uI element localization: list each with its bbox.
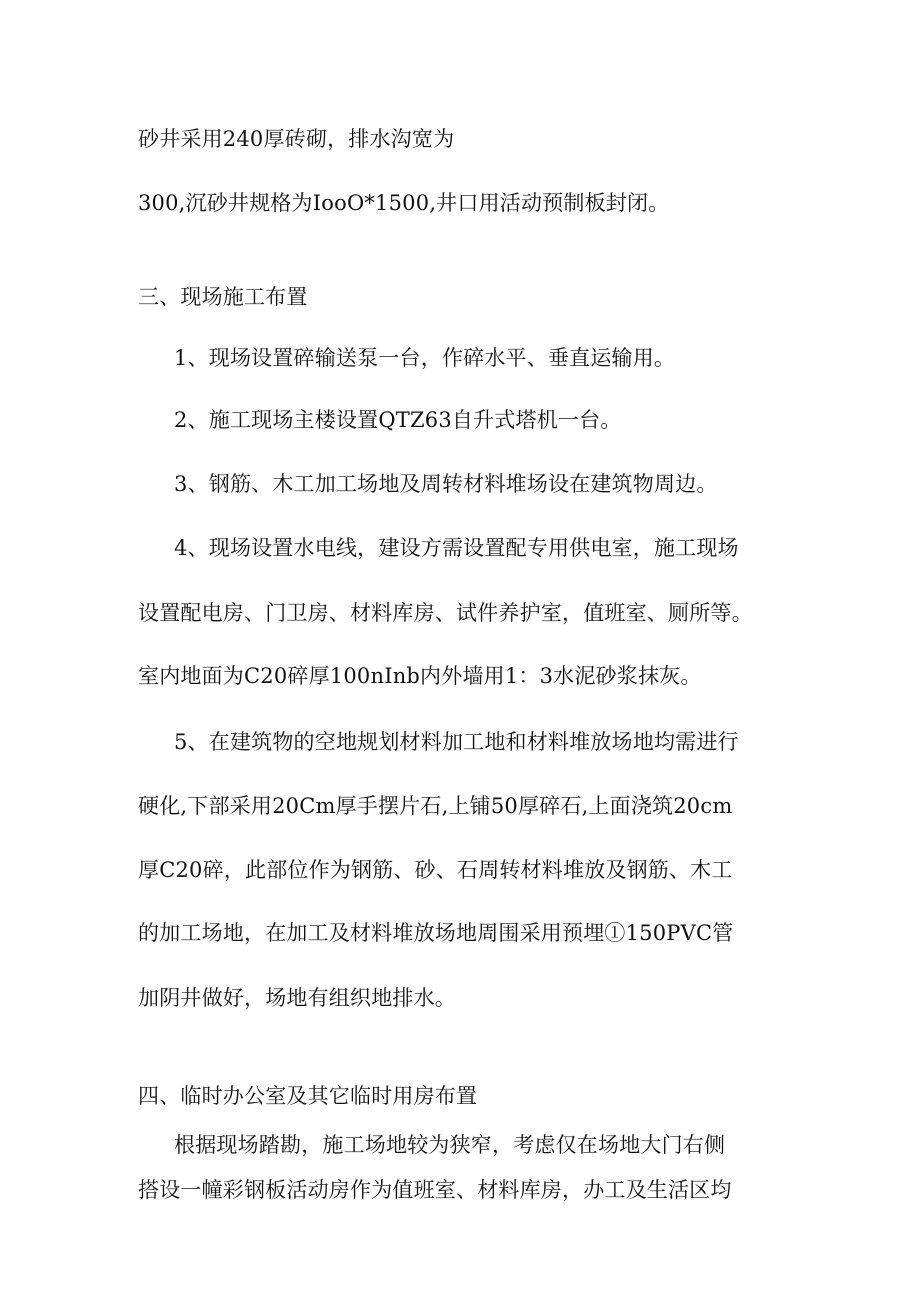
section-heading: 三、现场施工布置 (138, 285, 308, 309)
paragraph-line: 300,沉砂井规格为IooO*1500,井口用活动预制板封闭。 (138, 191, 670, 215)
paragraph-line: 的加工场地，在加工及材料堆放场地周围采用预埋①150PVC管 (138, 921, 734, 945)
paragraph-line: 厚C20碎，此部位作为钢筋、砂、石周转材料堆放及钢筋、木工 (138, 858, 733, 882)
paragraph-line: 硬化,下部采用20Cm厚手摆片石,上铺50厚碎石,上面浇筑20cm (138, 794, 733, 818)
paragraph-line: 室内地面为C20碎厚100nInb内外墙用1：3水泥砂浆抹灰。 (138, 664, 702, 688)
paragraph-line: 根据现场踏勘，施工场地较为狭窄，考虑仅在场地大门右侧 (174, 1133, 726, 1157)
paragraph-line: 加阴井做好，场地有组织地排水。 (138, 986, 456, 1010)
list-item: 2、施工现场主楼设置QTZ63自升式塔机一台。 (174, 408, 622, 432)
paragraph-line: 砂井采用240厚砖砌，排水沟宽为 (138, 127, 455, 151)
list-item: 5、在建筑物的空地规划材料加工地和材料堆放场地均需进行 (174, 730, 739, 754)
paragraph-line: 设置配电房、门卫房、材料库房、试件养护室，值班室、厕所等。 (138, 601, 753, 625)
list-item: 4、现场设置水电线，建设方需设置配专用供电室，施工现场 (174, 536, 739, 560)
paragraph-line: 搭设一幢彩钢板活动房作为值班室、材料库房，办工及生活区均 (138, 1178, 732, 1202)
section-heading: 四、临时办公室及其它临时用房布置 (138, 1084, 478, 1108)
list-item: 3、钢筋、木工加工场地及周转材料堆场设在建筑物周边。 (174, 472, 718, 496)
list-item: 1、现场设置碎输送泵一台，作碎水平、垂直运输用。 (174, 346, 676, 370)
